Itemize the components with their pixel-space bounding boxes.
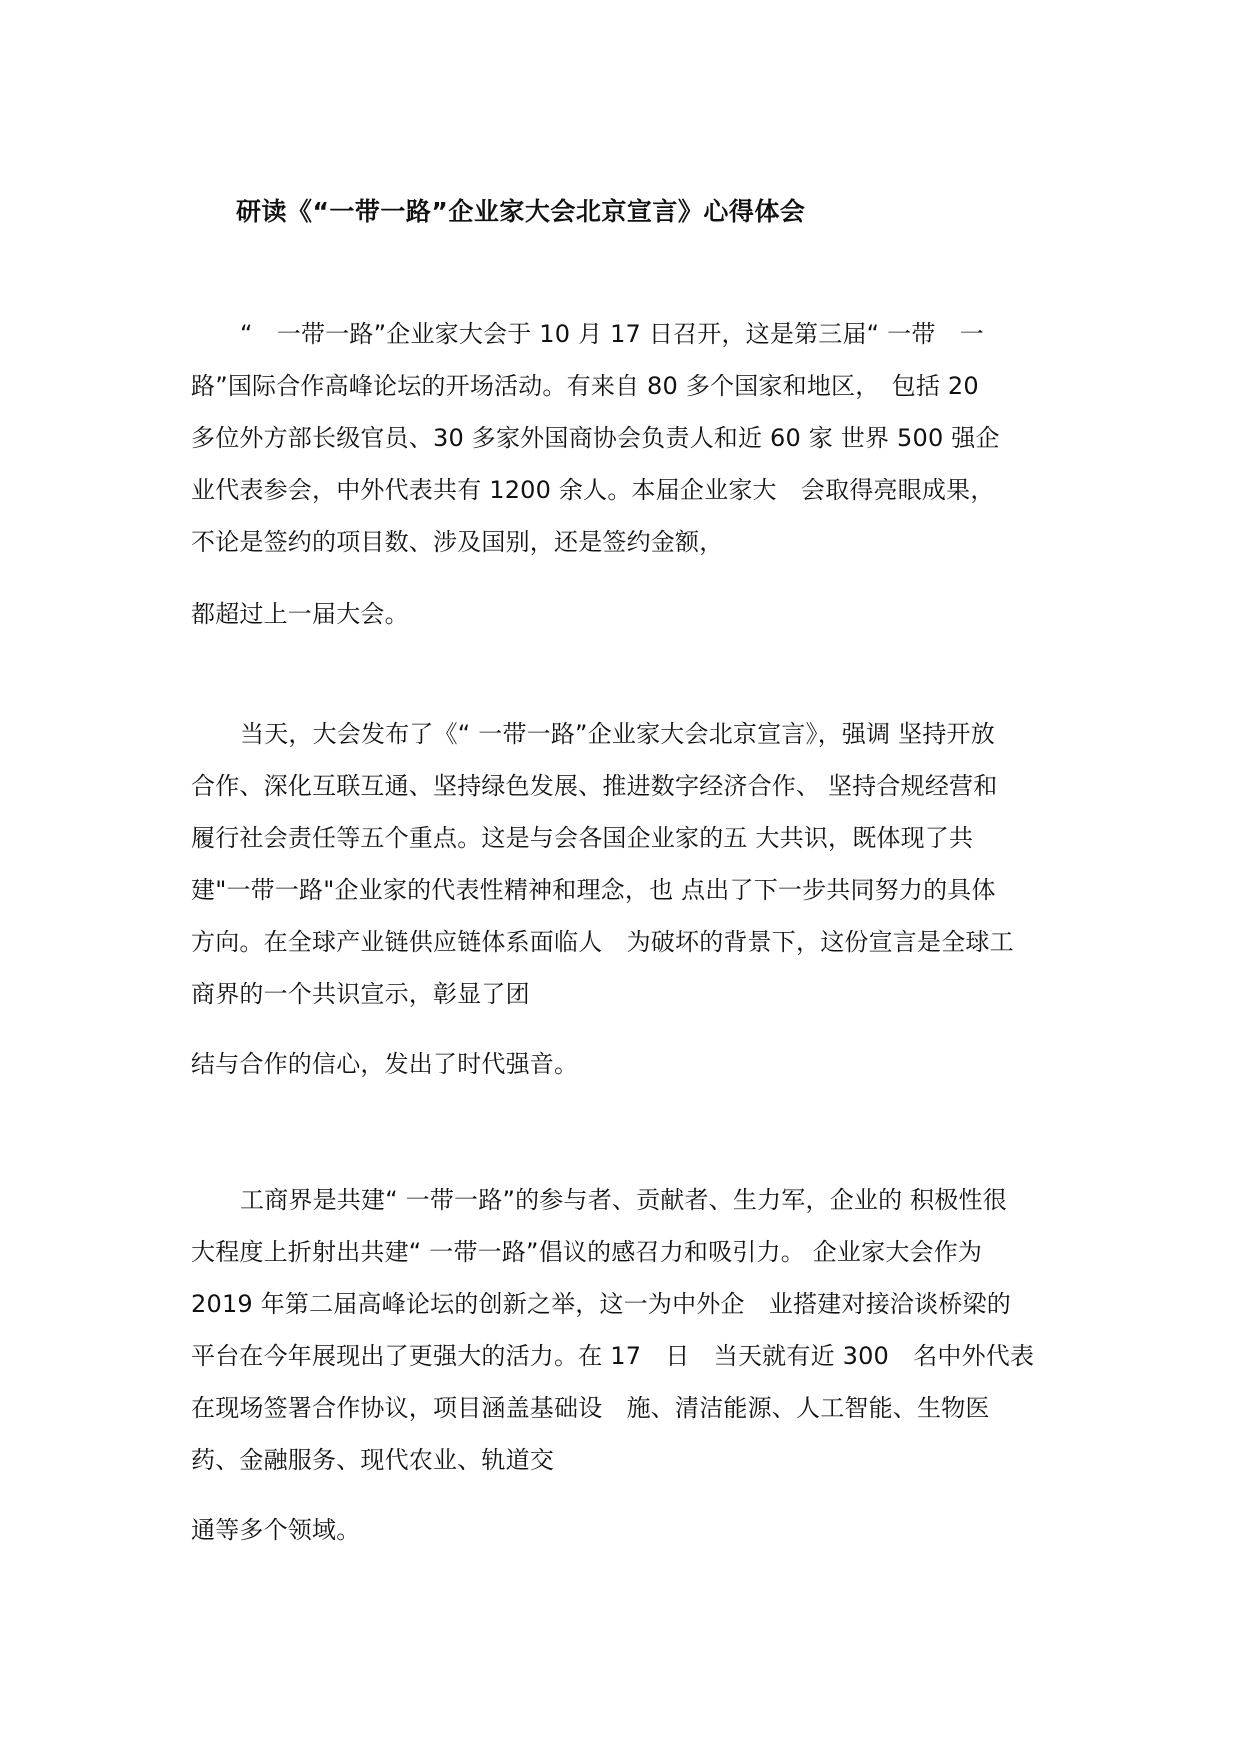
paragraph-3-line-2: 大程度上折射出共建“ 一带一路”倡议的感召力和吸引力。 企业家大会作为 xyxy=(191,1238,983,1266)
paragraph-2-line-5: 方向。在全球产业链供应链体系面临人 为破坏的背景下，这份宣言是全球工 xyxy=(191,928,1014,956)
paragraph-3-line-1: 工商界是共建“ 一带一路”的参与者、贡献者、生力军，企业的 积极性很 xyxy=(240,1186,1007,1214)
paragraph-2-line-2: 合作、深化互联互通、坚持绿色发展、推进数字经济合作、 坚持合规经营和 xyxy=(191,772,998,800)
paragraph-2-line-6: 商界的一个共识宣示，彰显了团 xyxy=(191,980,530,1008)
paragraph-3-line-5: 在现场签署合作协议，项目涵盖基础设 施、清洁能源、人工智能、生物医 xyxy=(191,1394,990,1422)
paragraph-2-line-1: 当天，大会发布了《“ 一带一路”企业家大会北京宣言》，强调 坚持开放 xyxy=(240,720,995,748)
paragraph-1-line-5: 不论是签约的项目数、涉及国别，还是签约金额， xyxy=(191,528,724,556)
paragraph-3-line-6: 药、金融服务、现代农业、轨道交 xyxy=(191,1446,554,1474)
paragraph-1-line-1: “ 一带一路”企业家大会于 10 月 17 日召开，这是第三届“ 一带 一 xyxy=(240,320,984,348)
paragraph-1-line-3: 多位外方部长级官员、30 多家外国商协会负责人和近 60 家 世界 500 强企 xyxy=(191,424,1000,452)
paragraph-3-line-3: 2019 年第二届高峰论坛的创新之举，这一为中外企 业搭建对接洽谈桥梁的 xyxy=(191,1290,1011,1318)
paragraph-1-line-2: 路”国际合作高峰论坛的开场活动。有来自 80 多个国家和地区， 包括 20 xyxy=(191,372,979,400)
paragraph-3-line-7: 通等多个领域。 xyxy=(191,1516,361,1544)
paragraph-2-line-3: 履行社会责任等五个重点。这是与会各国企业家的五 大共识，既体现了共 xyxy=(191,824,974,852)
paragraph-1-line-6: 都超过上一届大会。 xyxy=(191,600,409,628)
paragraph-1-line-4: 业代表参会，中外代表共有 1200 余人。本届企业家大 会取得亮眼成果， xyxy=(191,476,995,504)
paragraph-2-line-4: 建"一带一路"企业家的代表性精神和理念，也 点出了下一步共同努力的具体 xyxy=(191,876,996,904)
paragraph-2-line-7: 结与合作的信心，发出了时代强音。 xyxy=(191,1050,579,1078)
document-title: 研读《“一带一路”企业家大会北京宣言》心得体会 xyxy=(236,197,806,226)
paragraph-3-line-4: 平台在今年展现出了更强大的活力。在 17 日 当天就有近 300 名中外代表 xyxy=(191,1342,1035,1370)
